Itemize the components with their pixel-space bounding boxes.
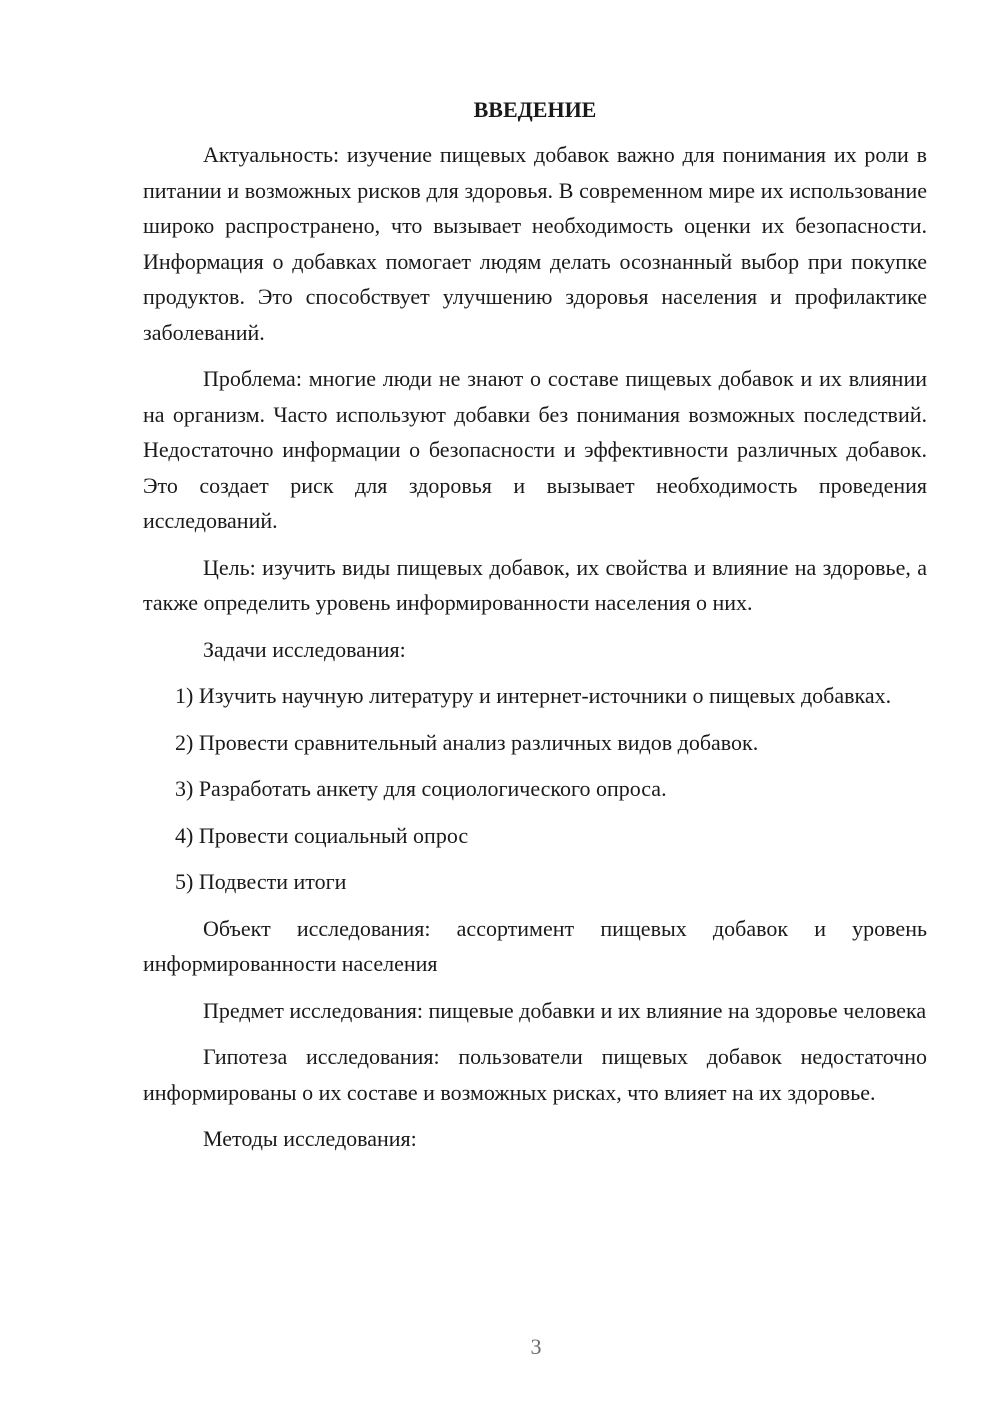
problem-paragraph: Проблема: многие люди не знают о составе пищевых добавок и их влиянии на организм. Часто используют добавки без понимания возможных последствий. Недостаточно информации о безопасности и эффективности различных добавок. Это создает риск для здоровья и вызывает необходимость проведения исследований. — [143, 366, 927, 533]
document-page — [143, 92, 927, 1157]
hypothesis-paragraph: Гипотеза исследования: пользователи пищевых добавок недостаточно информированы о их составе и возможных рисках, что влияет на их здоровье. — [143, 1044, 927, 1105]
methods-heading: Методы исследования: — [203, 1126, 417, 1151]
task-item: 2) Провести сравнительный анализ различных видов добавок. — [175, 729, 759, 755]
task-item: 4) Провести социальный опрос — [175, 822, 469, 848]
relevance-paragraph: Актуальность: изучение пищевых добавок важно для понимания их роли в питании и возможных рисков для здоровья. В современном мире их использование широко распространено, что вызывает необходимость оценки их безопасности. Информация о добавках помогает людям делать осознанный выбор при покупке продуктов. Это способствует улучшению здоровья населения и профилактике заболеваний. — [143, 142, 927, 345]
goal-paragraph: Цель: изучить виды пищевых добавок, их свойства и влияние на здоровье, а также определить уровень информированности населения о них. — [143, 554, 927, 615]
tasks-heading: Задачи исследования: — [203, 636, 406, 662]
task-item: 1) Изучить научную литературу и интернет-источники о пищевых добавках. — [175, 683, 892, 708]
page-number: 3 — [530, 1334, 542, 1359]
document-title: ВВЕДЕНИЕ — [473, 97, 597, 122]
task-item: 5) Подвести итоги — [175, 869, 347, 894]
object-paragraph: Объект исследования: ассортимент пищевых добавок и уровень информированности населения — [143, 915, 927, 976]
task-item: 3) Разработать анкету для социологического опроса. — [175, 776, 667, 801]
subject-paragraph: Предмет исследования: пищевые добавки и их влияние на здоровье человека — [203, 997, 927, 1023]
